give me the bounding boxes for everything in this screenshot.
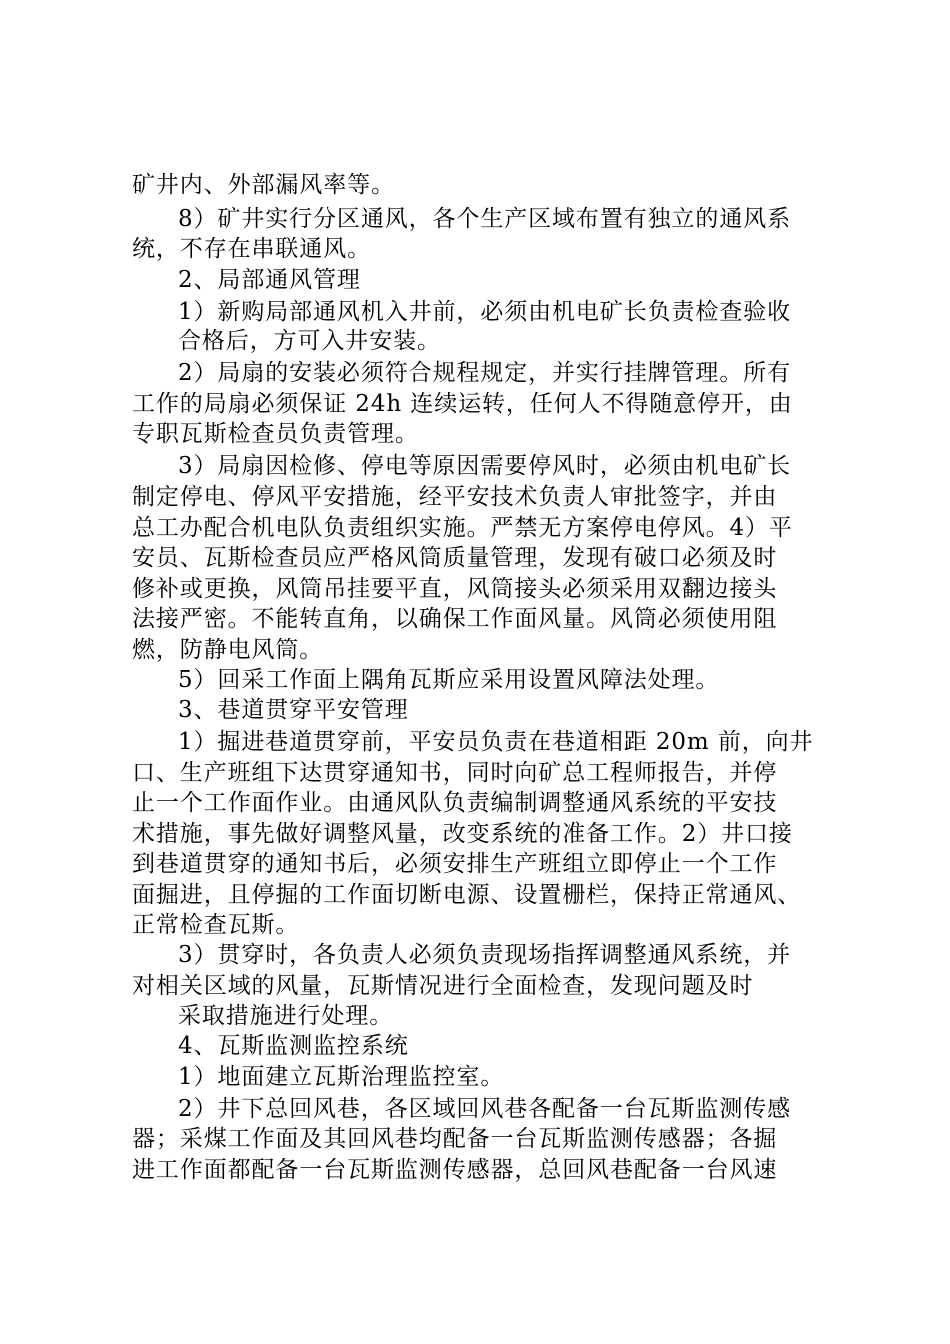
text-line: 进工作面都配备一台瓦斯监测传感器，总回风巷配备一台风速 [132,1157,778,1183]
section-heading: 2、局部通风管理 [178,267,361,293]
text-line: 面掘进，且停掘的工作面切断电源、设置栅栏，保持正常通风、 [132,882,802,908]
text-line: 止一个工作面作业。由通风队负责编制调整通风系统的平安技 [132,790,778,816]
text-line: 1）掘进巷道贯穿前，平安员负责在巷道相距 20m 前，向井 [178,729,814,755]
section-heading: 3、巷道贯穿平安管理 [178,697,409,723]
text-line: 1）新购局部通风机入井前，必须由机电矿长负责检查验收 [178,299,792,325]
text-line: 3）贯穿时，各负责人必须负责现场指挥调整通风系统，并 [178,942,792,968]
text-line: 器；采煤工作面及其回风巷均配备一台瓦斯监测传感器；各掘 [132,1126,778,1152]
text-line: 术措施，事先做好调整风量，改变系统的准备工作。2）井口接 [132,821,793,847]
text-line: 正常检查瓦斯。 [132,912,300,938]
text-line: 采取措施进行处理。 [178,1003,394,1029]
text-line: 法接严密。不能转直角，以确保工作面风量。风筒必须使用阻 [132,606,778,632]
text-line: 3）局扇因检修、停电等原因需要停风时，必须由机电矿长 [178,453,792,479]
text-line: 到巷道贯穿的通知书后，必须安排生产班组立即停止一个工作 [132,851,778,877]
text-line: 对相关区域的风量，瓦斯情况进行全面检查，发现问题及时 [132,973,754,999]
text-line: 2）局扇的安装必须符合规程规定，并实行挂牌管理。所有 [178,360,792,386]
text-line: 8）矿井实行分区通风，各个生产区域布置有独立的通风系 [178,206,792,232]
section-heading: 4、瓦斯监测监控系统 [178,1033,409,1059]
text-line: 制定停电、停风平安措施，经平安技术负责人审批签字，并由 [132,484,778,510]
text-line: 燃，防静电风筒。 [132,637,324,663]
text-line: 2）井下总回风巷，各区域回风巷各配备一台瓦斯监测传感 [178,1096,792,1122]
text-line: 合格后，方可入井安装。 [178,328,441,354]
text-line: 统，不存在串联通风。 [132,236,371,262]
text-line: 5）回采工作面上隅角瓦斯应采用设置风障法处理。 [178,667,720,693]
text-line: 1）地面建立瓦斯治理监控室。 [178,1064,505,1090]
text-line: 修补或更换，风筒吊挂要平直，风筒接头必须采用双翻边接头 [132,576,778,602]
text-line: 口、生产班组下达贯穿通知书，同时向矿总工程师报告，并停 [132,760,778,786]
text-line: 矿井内、外部漏风率等。 [132,172,395,198]
text-line: 工作的局扇必须保证 24h 连续运转，任何人不得随意停开，由 [132,391,793,417]
text-line: 安员、瓦斯检查员应严格风筒质量管理，发现有破口必须及时 [132,545,778,571]
text-line: 总工办配合机电队负责组织实施。严禁无方案停电停风。4）平 [132,515,793,541]
text-line: 专职瓦斯检查员负责管理。 [132,421,419,447]
